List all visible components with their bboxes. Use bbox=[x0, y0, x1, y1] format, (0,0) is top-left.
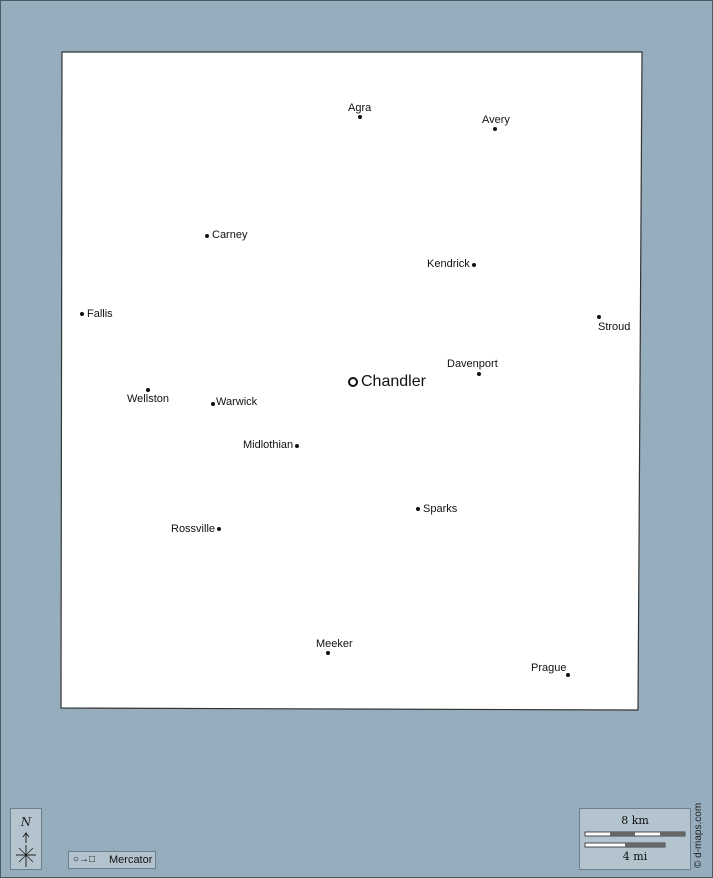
town-label-wellston: Wellston bbox=[127, 393, 169, 405]
scale-km-label: 8 km bbox=[621, 814, 649, 827]
projection-box bbox=[68, 851, 156, 869]
town-label-fallis: Fallis bbox=[87, 308, 113, 320]
town-dot-meeker bbox=[326, 651, 330, 655]
projection-icon: ○→□ bbox=[73, 854, 96, 865]
town-dot-rossville bbox=[217, 527, 221, 531]
town-label-avery: Avery bbox=[482, 114, 510, 126]
town-label-sparks: Sparks bbox=[423, 503, 458, 515]
town-label-warwick: Warwick bbox=[216, 396, 258, 408]
town-label-midlothian: Midlothian bbox=[243, 439, 294, 451]
town-dot-avery bbox=[493, 127, 497, 131]
town-dot-sparks bbox=[416, 507, 420, 511]
town-label-stroud: Stroud bbox=[598, 321, 631, 333]
scale-box bbox=[579, 808, 691, 870]
compass-box bbox=[10, 808, 42, 870]
town-label-davenport: Davenport bbox=[447, 358, 498, 370]
credit-text: © d-maps.com bbox=[693, 802, 704, 868]
capital-marker bbox=[348, 377, 358, 387]
scale-mi-label: 4 mi bbox=[622, 850, 648, 863]
north-label: N bbox=[20, 815, 32, 829]
town-dot-fallis bbox=[80, 312, 84, 316]
town-dot-davenport bbox=[477, 372, 481, 376]
town-dot-agra bbox=[358, 115, 362, 119]
town-dot-carney bbox=[205, 234, 209, 238]
town-dot-warwick bbox=[211, 402, 215, 406]
town-label-rossville: Rossville bbox=[171, 523, 216, 535]
town-dot-midlothian bbox=[295, 444, 299, 448]
capital-label: Chandler bbox=[361, 373, 426, 390]
town-dot-wellston bbox=[146, 388, 150, 392]
projection-name: Mercator bbox=[109, 854, 153, 866]
town-label-agra: Agra bbox=[348, 102, 372, 114]
town-label-carney: Carney bbox=[212, 229, 248, 241]
town-label-prague: Prague bbox=[531, 662, 567, 674]
compass-rose-icon bbox=[11, 831, 41, 871]
town-label-kendrick: Kendrick bbox=[427, 258, 470, 270]
town-dot-kendrick bbox=[472, 263, 476, 267]
town-dot-prague bbox=[566, 673, 570, 677]
town-dot-stroud bbox=[597, 315, 601, 319]
town-label-meeker: Meeker bbox=[316, 638, 353, 650]
